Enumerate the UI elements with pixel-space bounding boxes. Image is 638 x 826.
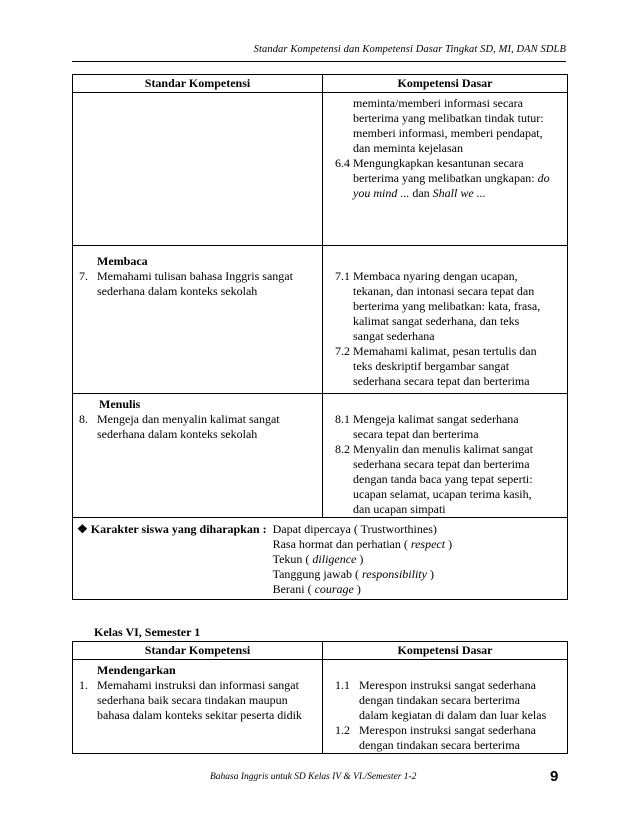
table-row — [73, 660, 568, 754]
sk-number: 1. — [79, 678, 88, 692]
col-header-kompetensi-dasar: Kompetensi Dasar — [323, 75, 568, 93]
karakter-value — [273, 582, 453, 597]
skill-heading-membaca: Membaca — [97, 254, 148, 268]
karakter-italic: diligence — [312, 552, 357, 566]
kd-text-line: sederhana secara tepat dan berterima — [353, 374, 530, 388]
karakter-text: ) — [426, 567, 434, 581]
kd-item-1-1 — [335, 678, 563, 723]
kd-text-line: sangat sederhana — [353, 329, 435, 343]
sk-text-line: sederhana dalam konteks sekolah — [97, 284, 258, 298]
competency-table-continued — [72, 74, 568, 600]
karakter-italic: courage — [314, 582, 354, 596]
kd-text-line: dengan tanda baca yang tepat seperti: — [353, 472, 533, 486]
kd-text-line: dengan tindakan secara berterima — [359, 738, 520, 752]
kd-text-line: Memahami kalimat, pesan tertulis dan — [353, 344, 537, 358]
kd-text-line: berterima yang melibatkan tindak tutur: — [353, 111, 544, 125]
kd-item-8-1 — [335, 412, 563, 442]
kd-text-line: dan meminta kejelasan — [353, 141, 463, 155]
kd-number: 7.2 — [335, 344, 350, 358]
sk-cell — [73, 246, 323, 394]
kd-text-line: secara tepat dan berterima — [353, 427, 479, 441]
running-header: Standar Kompetensi dan Kompetensi Dasar Tingkat SD, MI, DAN SDLB — [253, 44, 566, 55]
kd-text-line: Menyalin dan menulis kalimat sangat — [353, 442, 533, 456]
kd-cell — [323, 246, 568, 394]
kd-number: 7.1 — [335, 269, 350, 283]
kd-text-dan: dan — [409, 186, 433, 200]
kd-text-line: dengan tindakan secara berterima — [359, 693, 520, 707]
kd-text-line: Membaca nyaring dengan ucapan, — [353, 269, 518, 283]
kd-text-line: Merespon instruksi sangat sederhana — [359, 723, 536, 737]
sk-number: 8. — [79, 412, 88, 426]
kd-item-7-1 — [335, 269, 563, 344]
kd-text-line: tekanan, dan intonasi secara tepat dan — [353, 284, 535, 298]
karakter-cell — [73, 518, 568, 600]
karakter-values — [267, 522, 453, 597]
kd-text-line: memberi informasi, memberi pendapat, — [353, 126, 543, 140]
kd-text-line: Merespon instruksi sangat sederhana — [359, 678, 536, 692]
sk-text-line: Mengeja dan menyalin kalimat sangat — [97, 412, 280, 426]
col-header-kompetensi-dasar: Kompetensi Dasar — [323, 642, 568, 660]
sk-item-8 — [79, 412, 318, 442]
table-row — [73, 394, 568, 518]
kd-text-line: sederhana secara tepat dan berterima — [353, 457, 530, 471]
sk-text-line: Memahami instruksi dan informasi sangat — [97, 678, 299, 692]
table-row — [73, 93, 568, 246]
kd-italic-do: do — [537, 171, 550, 185]
diamond-bullet-icon: ❖ — [77, 522, 88, 536]
karakter-row — [73, 518, 568, 600]
kd-cell — [323, 660, 568, 754]
kd-text-line: kalimat sangat sederhana, dan teks — [353, 314, 520, 328]
kd-item-6-4 — [335, 156, 563, 201]
sk-cell-empty — [73, 93, 323, 246]
karakter-value — [273, 537, 453, 552]
kd-text-line: Mengungkapkan kesantunan secara — [353, 156, 524, 170]
karakter-text: Tekun ( — [272, 552, 313, 566]
table-row — [73, 246, 568, 394]
kd-text-line: berterima yang melibatkan ungkapan: — [353, 171, 535, 185]
kd-cell — [323, 394, 568, 518]
competency-table-kelas-vi — [72, 641, 568, 754]
sk-item-1 — [79, 678, 318, 723]
kd-number: 8.1 — [335, 412, 350, 426]
kd-cell — [323, 93, 568, 246]
kd-text-line: ucapan selamat, ucapan terima kasih, — [353, 487, 532, 501]
karakter-italic: respect — [410, 537, 446, 551]
sk-text-line: sederhana baik secara tindakan maupun — [97, 693, 288, 707]
kd-item-1-2 — [335, 723, 563, 753]
karakter-italic: responsibility — [362, 567, 427, 581]
page-number: 9 — [550, 768, 559, 785]
kd-text-line: meminta/memberi informasi secara — [353, 96, 523, 110]
karakter-value: Dapat dipercaya ( Trustworthines) — [272, 522, 437, 536]
skill-heading-menulis: Menulis — [99, 397, 141, 411]
kd-italic-you-mind: you mind ... — [353, 186, 410, 200]
sk-number: 7. — [79, 269, 88, 283]
kd-text-line: dan ucapan simpati — [353, 502, 446, 516]
col-header-standar-kompetensi: Standar Kompetensi — [73, 75, 323, 93]
section-title-kelas: Kelas VI, Semester 1 — [94, 625, 201, 639]
kd-number: 8.2 — [335, 442, 350, 456]
kd-item-8-2 — [335, 442, 563, 517]
kd-italic-shall-we: Shall we ... — [432, 186, 486, 200]
karakter-text: Tanggung jawab ( — [272, 567, 363, 581]
kd-text-line: Mengeja kalimat sangat sederhana — [353, 412, 519, 426]
kd-text-line: dalam kegiatan di dalam dan luar kelas — [359, 708, 547, 722]
sk-text-line: Memahami tulisan bahasa Inggris sangat — [97, 269, 293, 283]
kd-text-line: teks deskriptif bergambar sangat — [353, 359, 510, 373]
kd-item-7-2 — [335, 344, 563, 389]
col-header-standar-kompetensi: Standar Kompetensi — [73, 642, 323, 660]
kd-number: 1.1 — [335, 678, 350, 692]
sk-text-line: sederhana dalam konteks sekolah — [97, 427, 258, 441]
page-footer: Bahasa Inggris untuk SD Kelas IV & VI./Semester 1-2 — [210, 772, 417, 782]
sk-text-line: bahasa dalam konteks sekitar peserta didik — [97, 708, 302, 722]
sk-cell — [73, 660, 323, 754]
skill-heading-mendengarkan: Mendengarkan — [97, 663, 176, 677]
karakter-value — [273, 552, 453, 567]
karakter-label: Karakter siswa yang diharapkan : — [90, 522, 267, 536]
header-rule — [72, 61, 566, 62]
kd-number: 1.2 — [335, 723, 350, 737]
kd-text-line: berterima yang melibatkan: kata, frasa, — [353, 299, 541, 313]
karakter-value — [273, 567, 453, 582]
sk-cell — [73, 394, 323, 518]
karakter-text: ) — [445, 537, 453, 551]
kd-number: 6.4 — [335, 156, 350, 170]
karakter-text: ) — [356, 552, 364, 566]
sk-item-7 — [79, 269, 318, 299]
karakter-label-wrap — [77, 522, 267, 597]
karakter-text: ) — [353, 582, 361, 596]
karakter-text: Berani ( — [272, 582, 315, 596]
karakter-text: Rasa hormat dan perhatian ( — [272, 537, 411, 551]
